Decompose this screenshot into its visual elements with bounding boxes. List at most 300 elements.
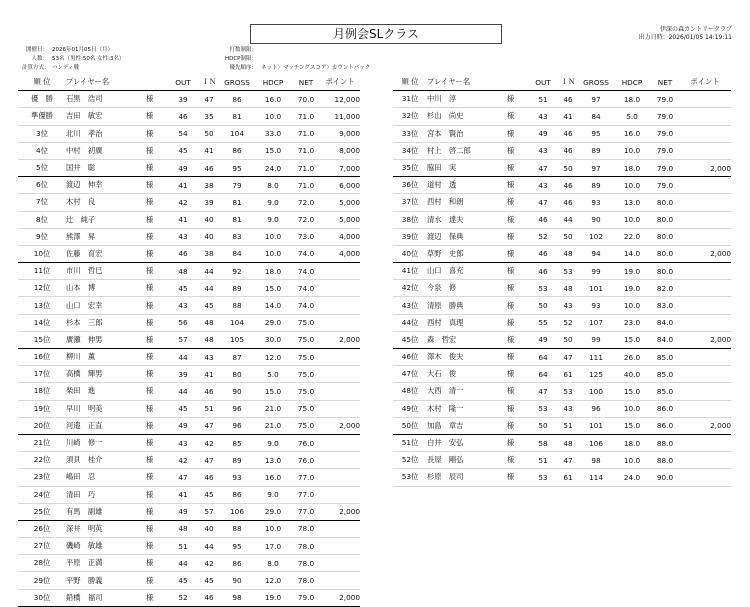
cell-hdcp: 15.0 (254, 280, 292, 297)
cell-in: 42 (198, 434, 220, 451)
cell-rank: 28位 (18, 555, 66, 572)
header-player: プレイヤー名 (66, 74, 146, 91)
cell-hdcp: 16.0 (254, 91, 292, 108)
cell-gross: 95 (220, 538, 254, 555)
cell-in: 44 (198, 538, 220, 555)
cell-points: 2,000 (679, 417, 731, 434)
cell-player-name: 長屋 剛弘 (427, 452, 507, 469)
cell-out: 45 (168, 142, 198, 159)
cell-out: 51 (529, 452, 557, 469)
cell-points (679, 263, 731, 280)
cell-points (679, 108, 731, 125)
cell-points (679, 452, 731, 469)
cell-honorific: 様 (146, 417, 168, 434)
meta-priority-value: ネット〉マッチングスコア〉カウントバック (261, 65, 371, 71)
cell-net: 83.0 (651, 297, 679, 314)
cell-gross: 95 (220, 159, 254, 176)
cell-net: 76.0 (292, 452, 320, 469)
cell-net: 70.0 (292, 91, 320, 108)
cell-net: 88.0 (651, 434, 679, 451)
cell-player-name: 今泉 修 (427, 280, 507, 297)
cell-net: 74.0 (292, 263, 320, 280)
cell-net: 79.0 (651, 108, 679, 125)
cell-hdcp: 13.0 (254, 452, 292, 469)
table-row (18, 228, 360, 245)
cell-honorific: 様 (146, 211, 168, 228)
cell-out: 55 (529, 314, 557, 331)
cell-gross: 90 (220, 572, 254, 589)
cell-rank: 24位 (18, 486, 66, 503)
cell-net: 86.0 (651, 400, 679, 417)
cell-in: 46 (557, 142, 579, 159)
meta-method-key: 計算方式： (22, 65, 50, 71)
cell-points: 4,000 (320, 245, 360, 262)
cell-player-name: 高橋 輝男 (66, 366, 146, 383)
cell-net: 80.0 (651, 228, 679, 245)
cell-honorific: 様 (507, 314, 529, 331)
cell-net: 80.0 (651, 211, 679, 228)
cell-in: 44 (557, 211, 579, 228)
cell-net: 79.0 (651, 125, 679, 142)
cell-net: 72.0 (292, 211, 320, 228)
cell-out: 46 (529, 263, 557, 280)
cell-player-name: 市川 哲巳 (66, 263, 146, 280)
cell-honorific: 様 (146, 555, 168, 572)
cell-points: 4,000 (320, 228, 360, 245)
cell-net: 77.0 (292, 486, 320, 503)
cell-out: 45 (168, 280, 198, 297)
cell-hdcp: 9.0 (254, 194, 292, 211)
cell-in: 35 (198, 108, 220, 125)
table-row (18, 245, 360, 262)
cell-in: 40 (198, 520, 220, 537)
table-row (18, 211, 360, 228)
cell-rank: 33位 (393, 125, 427, 142)
cell-in: 46 (557, 194, 579, 211)
cell-player-name: 鉛橋 福司 (66, 589, 146, 606)
cell-points (679, 297, 731, 314)
cell-net: 76.0 (292, 434, 320, 451)
cell-hdcp: 9.0 (254, 486, 292, 503)
cell-player-name: 山口 宏幸 (66, 297, 146, 314)
cell-points (320, 452, 360, 469)
cell-player-name: 木村 隆一 (427, 400, 507, 417)
cell-hdcp: 8.0 (254, 555, 292, 572)
cell-honorific: 様 (146, 108, 168, 125)
cell-player-name: 大石 俊 (427, 366, 507, 383)
cell-points (679, 366, 731, 383)
cell-net: 75.0 (292, 417, 320, 434)
table-row (18, 297, 360, 314)
table-row (393, 280, 731, 297)
cell-net: 73.0 (292, 228, 320, 245)
cell-hdcp: 9.0 (254, 211, 292, 228)
cell-hdcp: 23.0 (613, 314, 651, 331)
cell-in: 45 (198, 572, 220, 589)
cell-points: 9,000 (320, 125, 360, 142)
meta-hdcp-limit-key: HDCP制限： (224, 56, 257, 62)
cell-net: 75.0 (292, 331, 320, 348)
cell-honorific: 様 (146, 228, 168, 245)
cell-net: 71.0 (292, 108, 320, 125)
cell-in: 40 (198, 211, 220, 228)
header-net: NET (292, 74, 320, 91)
cell-net: 74.0 (292, 280, 320, 297)
cell-gross: 80 (220, 366, 254, 383)
cell-points (320, 383, 360, 400)
cell-rank: 16位 (18, 349, 66, 366)
cell-rank: 51位 (393, 434, 427, 451)
cell-rank: 20位 (18, 417, 66, 434)
cell-rank: 14位 (18, 314, 66, 331)
cell-in: 46 (198, 589, 220, 606)
cell-out: 58 (529, 434, 557, 451)
cell-net: 85.0 (651, 366, 679, 383)
table-row (393, 452, 731, 469)
cell-player-name: 国井 聡 (66, 159, 146, 176)
cell-rank: 5位 (18, 159, 66, 176)
cell-out: 46 (529, 211, 557, 228)
cell-net: 75.0 (292, 400, 320, 417)
cell-hdcp: 30.0 (254, 331, 292, 348)
cell-rank: 47位 (393, 366, 427, 383)
cell-honorific: 様 (146, 400, 168, 417)
cell-gross: 79 (220, 177, 254, 194)
cell-honorific: 様 (507, 383, 529, 400)
cell-out: 46 (529, 245, 557, 262)
cell-out: 43 (168, 297, 198, 314)
cell-in: 41 (557, 108, 579, 125)
cell-net: 79.0 (651, 91, 679, 108)
cell-out: 41 (168, 486, 198, 503)
cell-player-name: 渡辺 保典 (427, 228, 507, 245)
cell-honorific: 様 (146, 434, 168, 451)
cell-honorific: 様 (507, 452, 529, 469)
cell-player-name: 杉本 三郎 (66, 314, 146, 331)
cell-net: 78.0 (292, 538, 320, 555)
header-net: NET (651, 74, 679, 91)
cell-out: 49 (168, 503, 198, 520)
cell-net: 80.0 (651, 245, 679, 262)
cell-honorific: 様 (146, 349, 168, 366)
cell-out: 43 (529, 108, 557, 125)
cell-in: 52 (557, 314, 579, 331)
cell-out: 47 (168, 469, 198, 486)
meta-date-key: 開催日： (25, 47, 48, 53)
cell-honorific: 様 (146, 194, 168, 211)
cell-points (320, 520, 360, 537)
cell-hdcp: 24.0 (254, 159, 292, 176)
cell-rank: 53位 (393, 469, 427, 486)
cell-gross: 89 (579, 142, 613, 159)
cell-points (320, 538, 360, 555)
cell-honorific: 様 (507, 159, 529, 176)
table-row (393, 159, 731, 176)
cell-gross: 107 (579, 314, 613, 331)
cell-honorific: 様 (507, 108, 529, 125)
cell-honorific: 様 (507, 297, 529, 314)
cell-in: 45 (198, 486, 220, 503)
cell-hdcp: 19.0 (254, 589, 292, 606)
meta-left (22, 46, 124, 73)
cell-points: 2,000 (679, 245, 731, 262)
page-title: 月例会SLクラス (250, 24, 502, 44)
cell-net: 90.0 (651, 469, 679, 486)
cell-rank: 39位 (393, 228, 427, 245)
cell-gross: 97 (579, 91, 613, 108)
cell-rank: 45位 (393, 331, 427, 348)
table-row (393, 211, 731, 228)
cell-gross: 94 (579, 245, 613, 262)
cell-out: 49 (529, 331, 557, 348)
cell-player-name: 辻 純子 (66, 211, 146, 228)
table-row (18, 503, 360, 520)
cell-in: 46 (557, 91, 579, 108)
cell-hdcp: 10.0 (613, 400, 651, 417)
cell-in: 38 (198, 177, 220, 194)
results-table-right (393, 74, 731, 487)
cell-rank: 優 勝 (18, 91, 66, 108)
cell-player-name: 杉原 辰司 (427, 469, 507, 486)
table-row (393, 417, 731, 434)
header-gross: GROSS (579, 74, 613, 91)
cell-player-name: 平原 正満 (66, 555, 146, 572)
cell-net: 71.0 (292, 125, 320, 142)
table-row (18, 314, 360, 331)
cell-gross: 102 (579, 228, 613, 245)
table-row (18, 349, 360, 366)
cell-gross: 81 (220, 194, 254, 211)
header-in: ＩＮ (198, 74, 220, 91)
cell-points (679, 194, 731, 211)
cell-in: 40 (198, 228, 220, 245)
meta-count-key: 人数： (31, 56, 48, 62)
cell-player-name: 中村 初廣 (66, 142, 146, 159)
cell-in: 51 (557, 417, 579, 434)
cell-out: 48 (168, 520, 198, 537)
cell-out: 46 (168, 108, 198, 125)
cell-honorific: 様 (146, 280, 168, 297)
header-in: ＩＮ (557, 74, 579, 91)
cell-points: 2,000 (679, 331, 731, 348)
cell-gross: 86 (220, 142, 254, 159)
cell-honorific: 様 (146, 486, 168, 503)
table-row (18, 434, 360, 451)
cell-out: 41 (168, 177, 198, 194)
cell-rank: 36位 (393, 177, 427, 194)
cell-honorific: 様 (146, 142, 168, 159)
cell-rank: 8位 (18, 211, 66, 228)
cell-hdcp: 40.0 (613, 366, 651, 383)
cell-in: 53 (557, 383, 579, 400)
cell-net: 88.0 (651, 452, 679, 469)
cell-net: 85.0 (651, 383, 679, 400)
cell-rank: 29位 (18, 572, 66, 589)
cell-player-name: 石黒 浩司 (66, 91, 146, 108)
table-row (18, 486, 360, 503)
cell-player-name: 北川 孝治 (66, 125, 146, 142)
cell-player-name: 清原 勝典 (427, 297, 507, 314)
cell-hdcp: 15.0 (613, 383, 651, 400)
cell-points: 2,000 (320, 417, 360, 434)
cell-in: 47 (198, 417, 220, 434)
cell-hdcp: 10.0 (613, 452, 651, 469)
cell-points (679, 211, 731, 228)
table-row (18, 177, 360, 194)
table-row (393, 142, 731, 159)
cell-hdcp: 12.0 (254, 572, 292, 589)
cell-net: 75.0 (292, 366, 320, 383)
table-row (393, 383, 731, 400)
cell-net: 77.0 (292, 503, 320, 520)
cell-out: 44 (168, 349, 198, 366)
cell-player-name: 草野 史郎 (427, 245, 507, 262)
cell-rank: 9位 (18, 228, 66, 245)
cell-gross: 90 (579, 211, 613, 228)
cell-out: 64 (529, 366, 557, 383)
cell-points (679, 314, 731, 331)
cell-net: 85.0 (651, 349, 679, 366)
cell-honorific: 様 (146, 572, 168, 589)
cell-out: 46 (168, 245, 198, 262)
cell-hdcp: 16.0 (613, 125, 651, 142)
cell-honorific: 様 (507, 91, 529, 108)
table-row (393, 297, 731, 314)
cell-player-name: 山口 喜充 (427, 263, 507, 280)
cell-gross: 87 (220, 349, 254, 366)
cell-in: 51 (198, 400, 220, 417)
cell-gross: 93 (579, 297, 613, 314)
table-row (18, 383, 360, 400)
table-row (18, 280, 360, 297)
cell-player-name: 嶋田 忍 (66, 469, 146, 486)
cell-in: 47 (557, 452, 579, 469)
cell-out: 45 (168, 400, 198, 417)
cell-points (320, 349, 360, 366)
cell-net: 71.0 (292, 177, 320, 194)
cell-points (320, 469, 360, 486)
cell-hdcp: 10.0 (613, 211, 651, 228)
cell-player-name: 須貝 桂介 (66, 452, 146, 469)
cell-player-name: 河邉 正直 (66, 417, 146, 434)
cell-points: 2,000 (679, 159, 731, 176)
cell-gross: 98 (220, 589, 254, 606)
cell-hdcp: 16.0 (254, 469, 292, 486)
cell-honorific: 様 (146, 589, 168, 606)
cell-in: 46 (557, 177, 579, 194)
cell-net: 77.0 (292, 469, 320, 486)
cell-in: 48 (198, 331, 220, 348)
cell-in: 43 (557, 400, 579, 417)
cell-gross: 86 (220, 91, 254, 108)
cell-player-name: 脇田 実 (427, 159, 507, 176)
cell-out: 47 (529, 159, 557, 176)
table-row (393, 331, 731, 348)
cell-points: 5,000 (320, 211, 360, 228)
cell-in: 48 (557, 434, 579, 451)
table-row (18, 159, 360, 176)
cell-points (679, 349, 731, 366)
cell-honorific: 様 (146, 177, 168, 194)
cell-out: 43 (529, 177, 557, 194)
cell-hdcp: 26.0 (613, 349, 651, 366)
meta-stroke-limit-key: 打数制限： (229, 47, 257, 53)
cell-out: 49 (168, 159, 198, 176)
cell-out: 45 (168, 572, 198, 589)
cell-gross: 89 (220, 452, 254, 469)
cell-out: 44 (168, 383, 198, 400)
cell-player-name: 佐藤 育宏 (66, 245, 146, 262)
cell-rank: 27位 (18, 538, 66, 555)
table-row (18, 400, 360, 417)
cell-rank: 46位 (393, 349, 427, 366)
cell-rank: 31位 (393, 91, 427, 108)
cell-points (320, 572, 360, 589)
cell-hdcp: 29.0 (254, 314, 292, 331)
cell-in: 47 (557, 349, 579, 366)
cell-net: 71.0 (292, 142, 320, 159)
cell-in: 42 (198, 555, 220, 572)
cell-honorific: 様 (507, 331, 529, 348)
meta-method-value: ハンディ戦 (52, 65, 80, 71)
header-spacer (507, 74, 529, 91)
cell-points (320, 434, 360, 451)
cell-player-name: 澤木 俊夫 (427, 349, 507, 366)
cell-player-name: 白井 安弘 (427, 434, 507, 451)
table-row (393, 91, 731, 108)
cell-hdcp: 18.0 (613, 434, 651, 451)
cell-in: 45 (198, 297, 220, 314)
cell-hdcp: 17.0 (254, 538, 292, 555)
cell-hdcp: 24.0 (613, 469, 651, 486)
cell-gross: 86 (220, 555, 254, 572)
cell-rank: 21位 (18, 434, 66, 451)
cell-hdcp: 18.0 (254, 263, 292, 280)
cell-gross: 93 (220, 469, 254, 486)
cell-hdcp: 9.0 (254, 434, 292, 451)
cell-points (679, 142, 731, 159)
cell-gross: 81 (220, 211, 254, 228)
cell-rank: 52位 (393, 452, 427, 469)
cell-gross: 84 (579, 108, 613, 125)
cell-rank: 44位 (393, 314, 427, 331)
cell-out: 57 (168, 331, 198, 348)
cell-points (679, 91, 731, 108)
cell-points (320, 263, 360, 280)
cell-gross: 90 (220, 383, 254, 400)
cell-out: 53 (529, 280, 557, 297)
cell-out: 42 (168, 452, 198, 469)
cell-honorific: 様 (507, 434, 529, 451)
cell-honorific: 様 (146, 331, 168, 348)
cell-out: 51 (529, 91, 557, 108)
cell-gross: 125 (579, 366, 613, 383)
header-row (18, 74, 360, 91)
cell-hdcp: 15.0 (613, 331, 651, 348)
cell-net: 75.0 (292, 314, 320, 331)
cell-out: 52 (168, 589, 198, 606)
meta-priority-key: 優先順序： (229, 65, 257, 71)
cell-rank: 50位 (393, 417, 427, 434)
cell-honorific: 様 (507, 280, 529, 297)
table-row (18, 91, 360, 108)
cell-hdcp: 13.0 (613, 194, 651, 211)
cell-points (679, 280, 731, 297)
cell-player-name: 森 哲宏 (427, 331, 507, 348)
cell-net: 75.0 (292, 383, 320, 400)
table-row (18, 469, 360, 486)
table-row (18, 125, 360, 142)
